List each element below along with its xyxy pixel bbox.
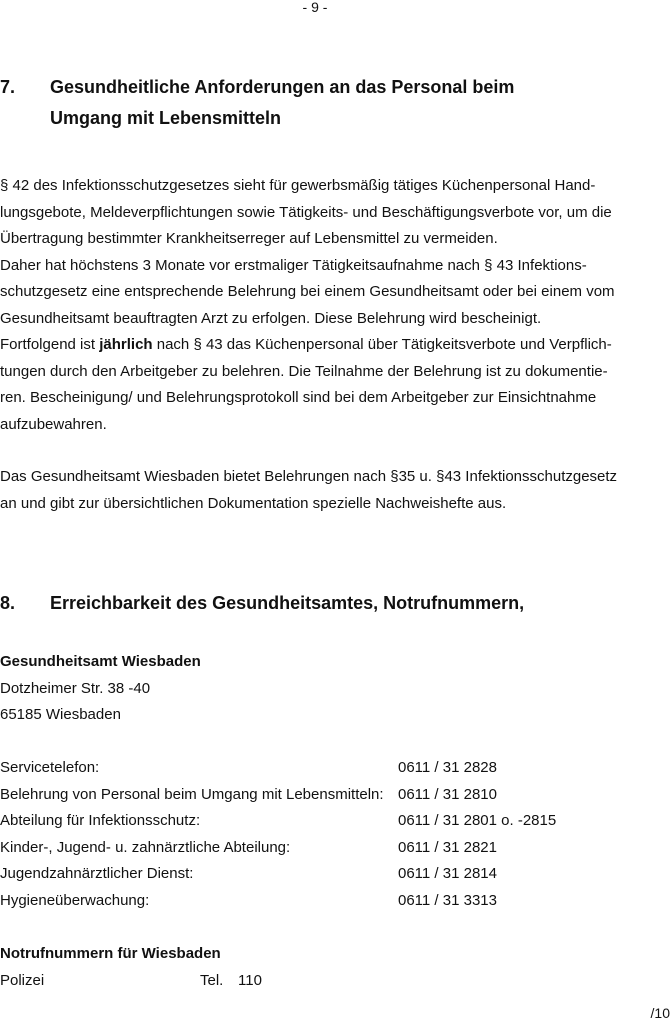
text-line-fortfolgend: [0, 332, 640, 359]
emergency-numbers: [0, 941, 262, 994]
contact-label: Hygieneüberwachung:: [0, 891, 150, 909]
contact-label: Servicetelefon:: [0, 759, 100, 776]
contact-number: 0611 / 31 3313: [398, 891, 497, 909]
emergency-label: Polizei: [0, 971, 45, 989]
office-name: Gesundheitsamt Wiesbaden: [0, 653, 201, 670]
contact-label: Kinder-, Jugend- u. zahnärztliche Abteilung:: [0, 838, 291, 856]
text-line: ren. Bescheinigung/ und Belehrungsprotokoll sind bei dem Arbeitgeber zur Einsichtnahme: [0, 389, 597, 406]
contact-number: 0611 / 31 2821: [398, 838, 497, 856]
text-fragment: Fortfolgend ist: [0, 336, 100, 353]
text-line: tungen durch den Arbeitgeber zu belehren. Die Teilnahme der Belehrung ist zu dokumentie-: [0, 362, 608, 380]
section-7-paragraph-1: [0, 173, 640, 438]
contact-label: Jugendzahnärztlicher Dienst:: [0, 865, 194, 883]
contact-number: 0611 / 31 2828: [398, 759, 497, 776]
text-line: Daher hat höchstens 3 Monate vor erstmaliger Tätigkeitsaufnahme nach § 43 Infektions-: [0, 256, 587, 274]
contact-label: Belehrung von Personal beim Umgang mit Lebensmitteln:: [0, 785, 384, 803]
text-line: schutzgesetz eine entsprechende Belehrung bei einem Gesundheitsamt oder bei einem vom: [0, 283, 615, 300]
text-fragment: nach § 43 das Küchenpersonal über Tätigkeitsverbote und Verpflich-: [152, 336, 612, 353]
text-line: an und gibt zur übersichtlichen Dokumentation spezielle Nachweishefte aus.: [0, 494, 507, 512]
section-8-number: 8.: [0, 593, 16, 613]
page-number: - 9 -: [302, 0, 328, 15]
emergency-row: [0, 968, 262, 995]
text-line: aufzubewahren.: [0, 415, 107, 433]
section-7-title-line-2: Umgang mit Lebensmitteln: [50, 108, 282, 128]
contact-number: 0611 / 31 2801 o. -2815: [398, 812, 557, 830]
emergency-number: 110: [238, 971, 262, 989]
emergency-title: Notrufnummern für Wiesbaden: [0, 945, 221, 962]
emergency-tel-prefix: Tel.: [200, 971, 224, 989]
text-line: Übertragung bestimmter Krankheitserreger auf Lebensmittel zu vermeiden.: [0, 230, 498, 247]
emphasis-jaehrlich: jährlich: [99, 336, 153, 353]
section-8-title: Erreichbarkeit des Gesundheitsamtes, Notrufnummern,: [50, 593, 525, 613]
section-7-paragraph-2: [0, 464, 640, 517]
text-line: Gesundheitsamt beauftragten Arzt zu erfolgen. Diese Belehrung wird bescheinigt.: [0, 309, 542, 327]
section-7-title: [50, 72, 514, 134]
section-7-title-line-1: Gesundheitliche Anforderungen an das Personal beim: [50, 77, 515, 97]
office-street: Dotzheimer Str. 38 -40: [0, 679, 151, 697]
text-line: § 42 des Infektionsschutzgesetzes sieht für gewerbsmäßig tätiges Küchenpersonal Hand-: [0, 177, 596, 194]
contact-number: 0611 / 31 2810: [398, 785, 497, 803]
section-7-number: 7.: [0, 77, 16, 97]
next-page-reference: /10: [650, 1005, 670, 1021]
office-city: 65185 Wiesbaden: [0, 706, 121, 723]
contact-number: 0611 / 31 2814: [398, 865, 497, 883]
office-address: [0, 649, 201, 729]
text-line: Das Gesundheitsamt Wiesbaden bietet Belehrungen nach §35 u. §43 Infektionsschutzgesetz: [0, 468, 618, 485]
text-line: lungsgebote, Meldeverpflichtungen sowie Tätigkeits- und Beschäftigungsverbote vor, um die: [0, 203, 612, 221]
contact-label: Abteilung für Infektionsschutz:: [0, 812, 201, 830]
